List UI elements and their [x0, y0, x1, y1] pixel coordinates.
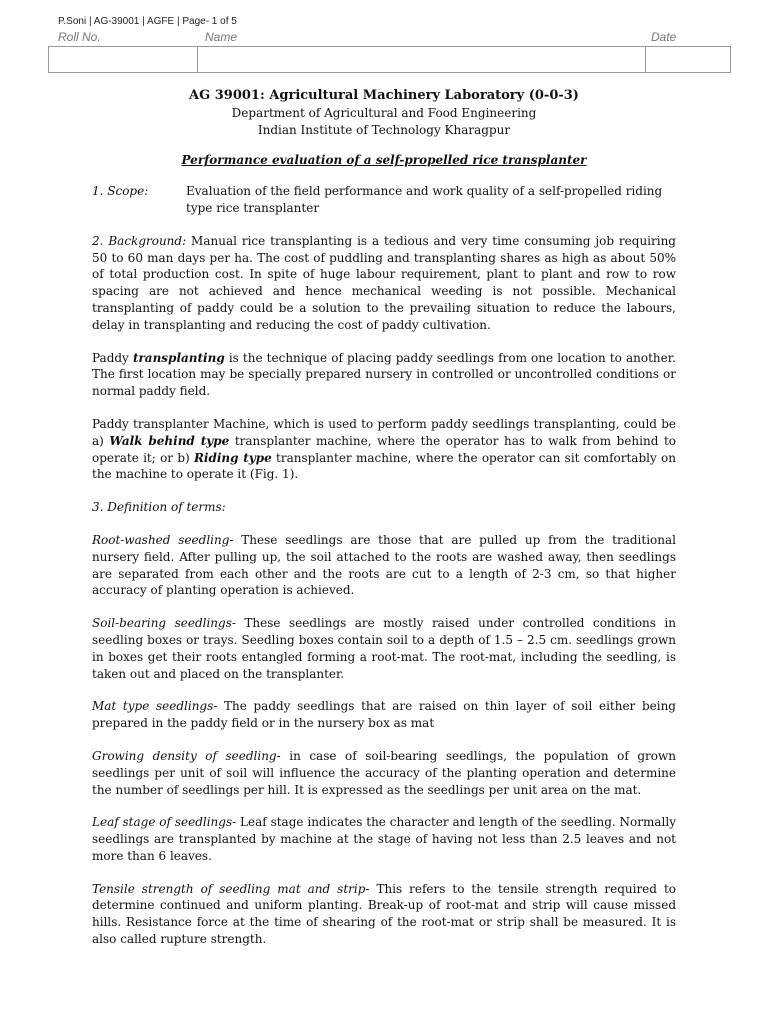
student-info-table	[48, 46, 731, 73]
definition-tensile-strength	[92, 881, 676, 948]
definition-text: - The paddy seedlings that are raised on thin layer of soil either being prepared in the paddy field or in the nursery box as mat	[92, 699, 676, 731]
paragraph-text: transplanter machine, where the operator has to walk from behind to operate it; or b)	[92, 433, 676, 465]
definition-soil-bearing	[92, 615, 676, 682]
definition-term: Root-washed seedling	[92, 532, 230, 547]
definition-text: - These seedlings are mostly raised under controlled conditions in seedling boxes or trays. Seedling boxes contain soil to a depth of 1.5 – 2.5 cm. seedlings grown in boxes get their roots entangled forming a root-mat. The root-mat, including the seedling, is taken out and placed on the transplanter.	[92, 616, 676, 681]
paragraph-text: Paddy transplanter Machine, which is used to perform paddy seedlings transplanting, could be a)	[92, 416, 676, 448]
scope-heading: 1. Scope:	[92, 184, 149, 199]
definition-text: - Leaf stage indicates the character and length of the seedling. Normally seedlings are transplanted by machine at the stage of having not less than 2.5 leaves and not more than 6 leaves.	[92, 815, 676, 863]
definition-term: Mat type seedlings	[92, 699, 214, 714]
term-transplanting: transplanting	[132, 350, 225, 365]
paragraph-text: Paddy	[92, 350, 133, 365]
document-body	[92, 88, 676, 948]
table-divider	[197, 47, 198, 72]
definition-leaf-stage	[92, 814, 676, 864]
machine-types-paragraph	[92, 416, 676, 483]
definition-text: - This refers to the tensile strength required to determine continued and uniform planting. Break-up of root-mat and strip will cause missed hills. Resistance force at the time of shearing of the root-mat or strip shall be measured. It is also called rupture strength.	[92, 881, 676, 947]
background-paragraph	[92, 233, 676, 334]
definition-text: - in case of soil-bearing seedlings, the population of grown seedlings per unit of soil will influence the accuracy of the planting operation and determine the number of seedlings per hill. It is expressed as the seedlings per unit area on the mat.	[92, 748, 676, 797]
transplanting-paragraph	[92, 350, 676, 400]
name-label: Name	[205, 30, 238, 44]
definition-term: Soil-bearing seedlings	[92, 616, 232, 631]
page-header-meta: P.Soni | AG-39001 | AGFE | Page- 1 of 5	[58, 16, 237, 27]
definition-term: Growing density of seedling	[92, 748, 277, 763]
table-divider	[645, 47, 646, 72]
course-title: AG 39001: Agricultural Machinery Laboratory (0-0-3)	[189, 88, 579, 103]
definition-root-washed	[92, 532, 676, 599]
term-walk-behind: Walk behind type	[109, 433, 230, 448]
date-label: Date	[651, 30, 677, 44]
institute-name: Indian Institute of Technology Kharagpur	[257, 122, 511, 137]
definitions-heading-text: 3. Definition of terms:	[92, 500, 226, 515]
definition-term: Leaf stage of seedlings	[92, 815, 233, 830]
definition-growing-density	[92, 748, 676, 798]
background-heading: 2. Background:	[92, 233, 187, 248]
paragraph-text: is the technique of placing paddy seedlings from one location to another. The first location may be specially prepared nursery in controlled or uncontrolled conditions or normal paddy field.	[92, 350, 676, 399]
department-name: Department of Agricultural and Food Engineering	[231, 105, 537, 120]
scope-section	[92, 183, 676, 217]
background-text: Manual rice transplanting is a tedious and very time consuming job requiring 50 to 60 man days per ha. The cost of puddling and transplanting shares as high as about 50% of total production cost. In spite of huge labour requirement, plant to plant and row to row spacing are not achieved and hence mechanical weeding is not possible. Mechanical transplanting of paddy could be a solution to the prevailing situation to reduce the labours, delay in transplanting and reducing the cost of paddy cultivation.	[92, 233, 676, 332]
roll-no-label: Roll No.	[58, 30, 101, 44]
term-riding-type: Riding type	[193, 450, 272, 465]
definition-mat-type	[92, 698, 676, 732]
scope-text: Evaluation of the field performance and work quality of a self-propelled riding type rice transplanter	[186, 184, 663, 215]
experiment-title: Performance evaluation of a self-propelled rice transplanter	[181, 153, 587, 168]
definitions-heading	[92, 499, 676, 516]
definition-term: Tensile strength of seedling mat and strip	[92, 881, 366, 896]
paragraph-text: transplanter machine, where the operator can sit comfortably on the machine to operate it (Fig. 1).	[92, 450, 676, 482]
definition-text: - These seedlings are those that are pulled up from the traditional nursery field. After pulling up, the soil attached to the roots are washed away, then seedlings are separated from each other and the roots are cut to a length of 2-3 cm, so that higher accuracy of planting operation is achieved.	[92, 532, 676, 598]
